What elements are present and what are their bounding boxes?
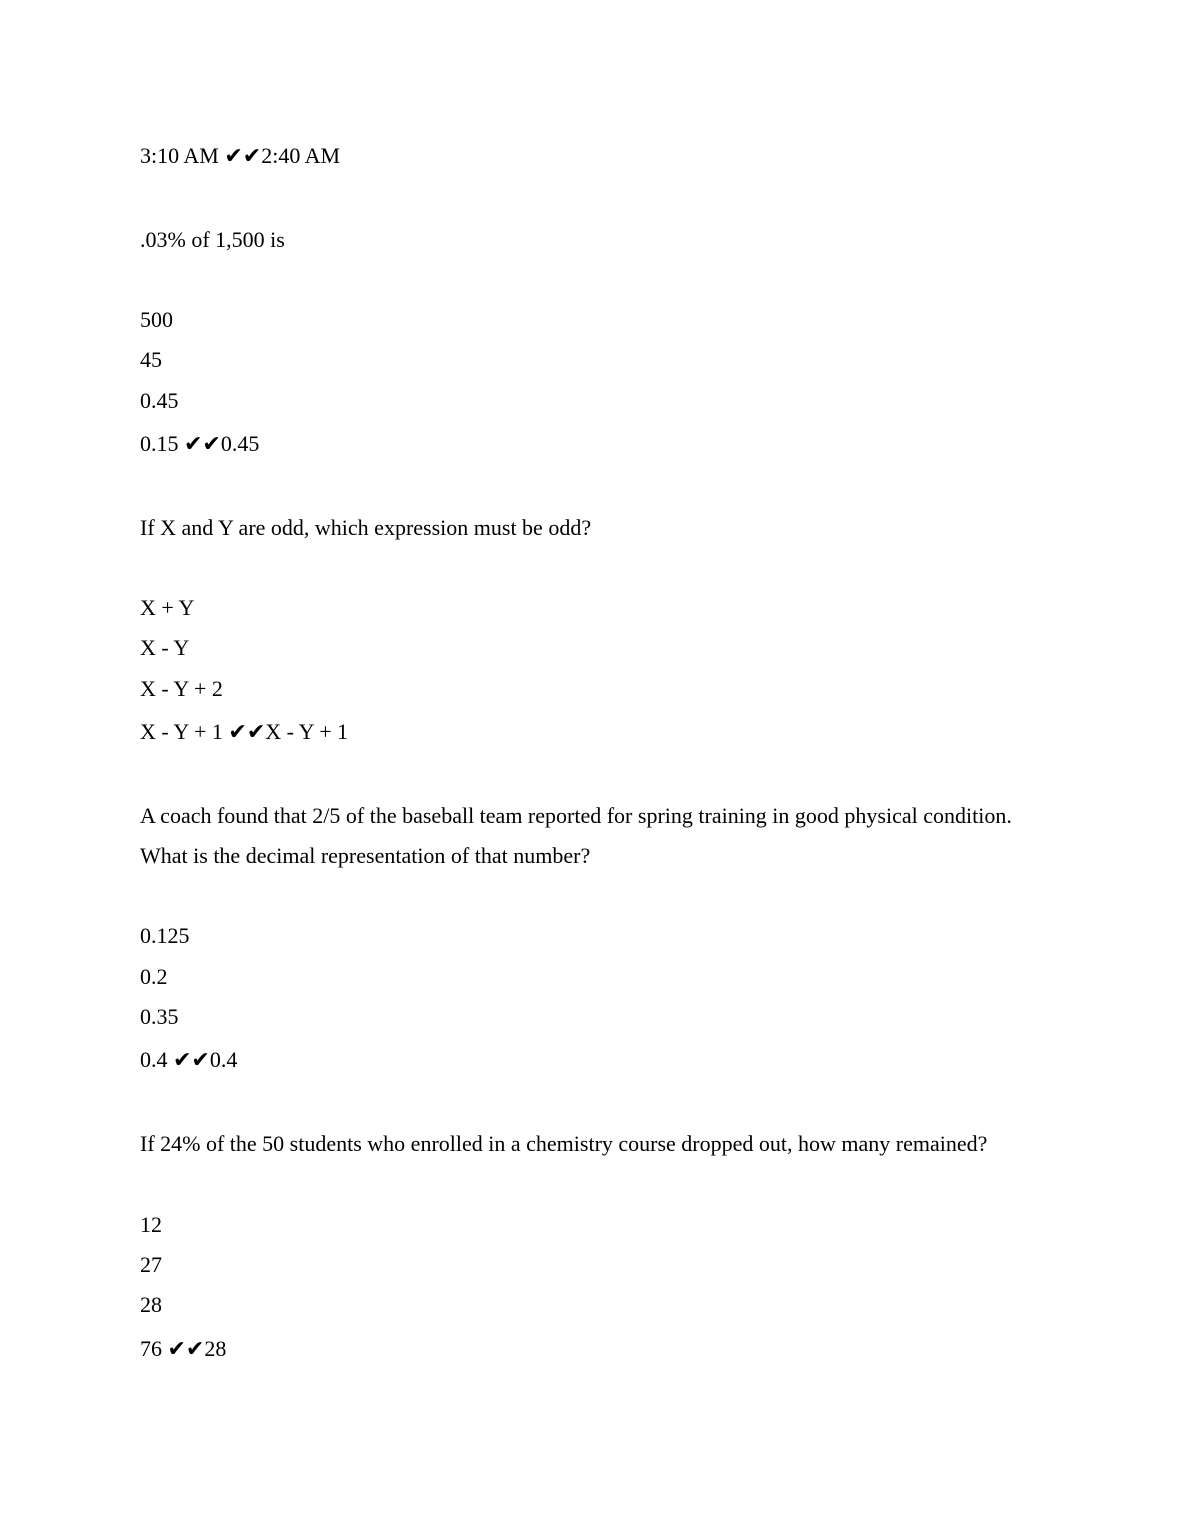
answer-line: [140, 1336, 226, 1363]
option-item: X - Y + 2: [140, 676, 223, 701]
correct-answer: 0.45: [220, 431, 260, 456]
correct-answer: 2:40 AM: [261, 143, 341, 168]
option-item: 0.125: [140, 923, 190, 948]
question-prompt: If X and Y are odd, which expression must be odd?: [140, 515, 592, 540]
answer-line: [140, 719, 348, 746]
option-item: X + Y: [140, 595, 195, 620]
checkmark-icon: ✔✔: [184, 432, 221, 457]
option-item: X - Y + 1: [140, 719, 223, 744]
option-item: X - Y: [140, 635, 190, 660]
option-item: 12: [140, 1212, 162, 1237]
question-prompt: What is the decimal representation of that number?: [140, 843, 591, 868]
correct-answer: 28: [204, 1336, 227, 1361]
option-text: 3:10 AM: [140, 143, 219, 168]
checkmark-icon: ✔✔: [173, 1048, 210, 1073]
answer-line: [140, 143, 340, 170]
option-item: 27: [140, 1252, 162, 1277]
option-item: 0.15: [140, 431, 179, 456]
checkmark-icon: ✔✔: [167, 1337, 205, 1362]
option-item: 0.4: [140, 1047, 168, 1072]
checkmark-icon: ✔✔: [228, 720, 266, 745]
option-item: 28: [140, 1292, 162, 1317]
option-item: 0.35: [140, 1004, 179, 1029]
checkmark-icon: ✔✔: [224, 144, 262, 169]
correct-answer: 0.4: [209, 1047, 238, 1072]
option-item: 0.45: [140, 388, 179, 413]
option-item: 76: [140, 1336, 162, 1361]
correct-answer: X - Y + 1: [265, 719, 349, 744]
question-prompt: .03% of 1,500 is: [140, 227, 285, 252]
option-item: 45: [140, 347, 162, 372]
question-prompt: If 24% of the 50 students who enrolled in a chemistry course dropped out, how many remained?: [140, 1131, 988, 1156]
question-prompt: A coach found that 2/5 of the baseball team reported for spring training in good physical condition.: [140, 803, 1012, 828]
option-item: 0.2: [140, 964, 168, 989]
option-item: 500: [140, 307, 173, 332]
answer-line: [140, 431, 259, 458]
answer-line: [140, 1047, 237, 1074]
